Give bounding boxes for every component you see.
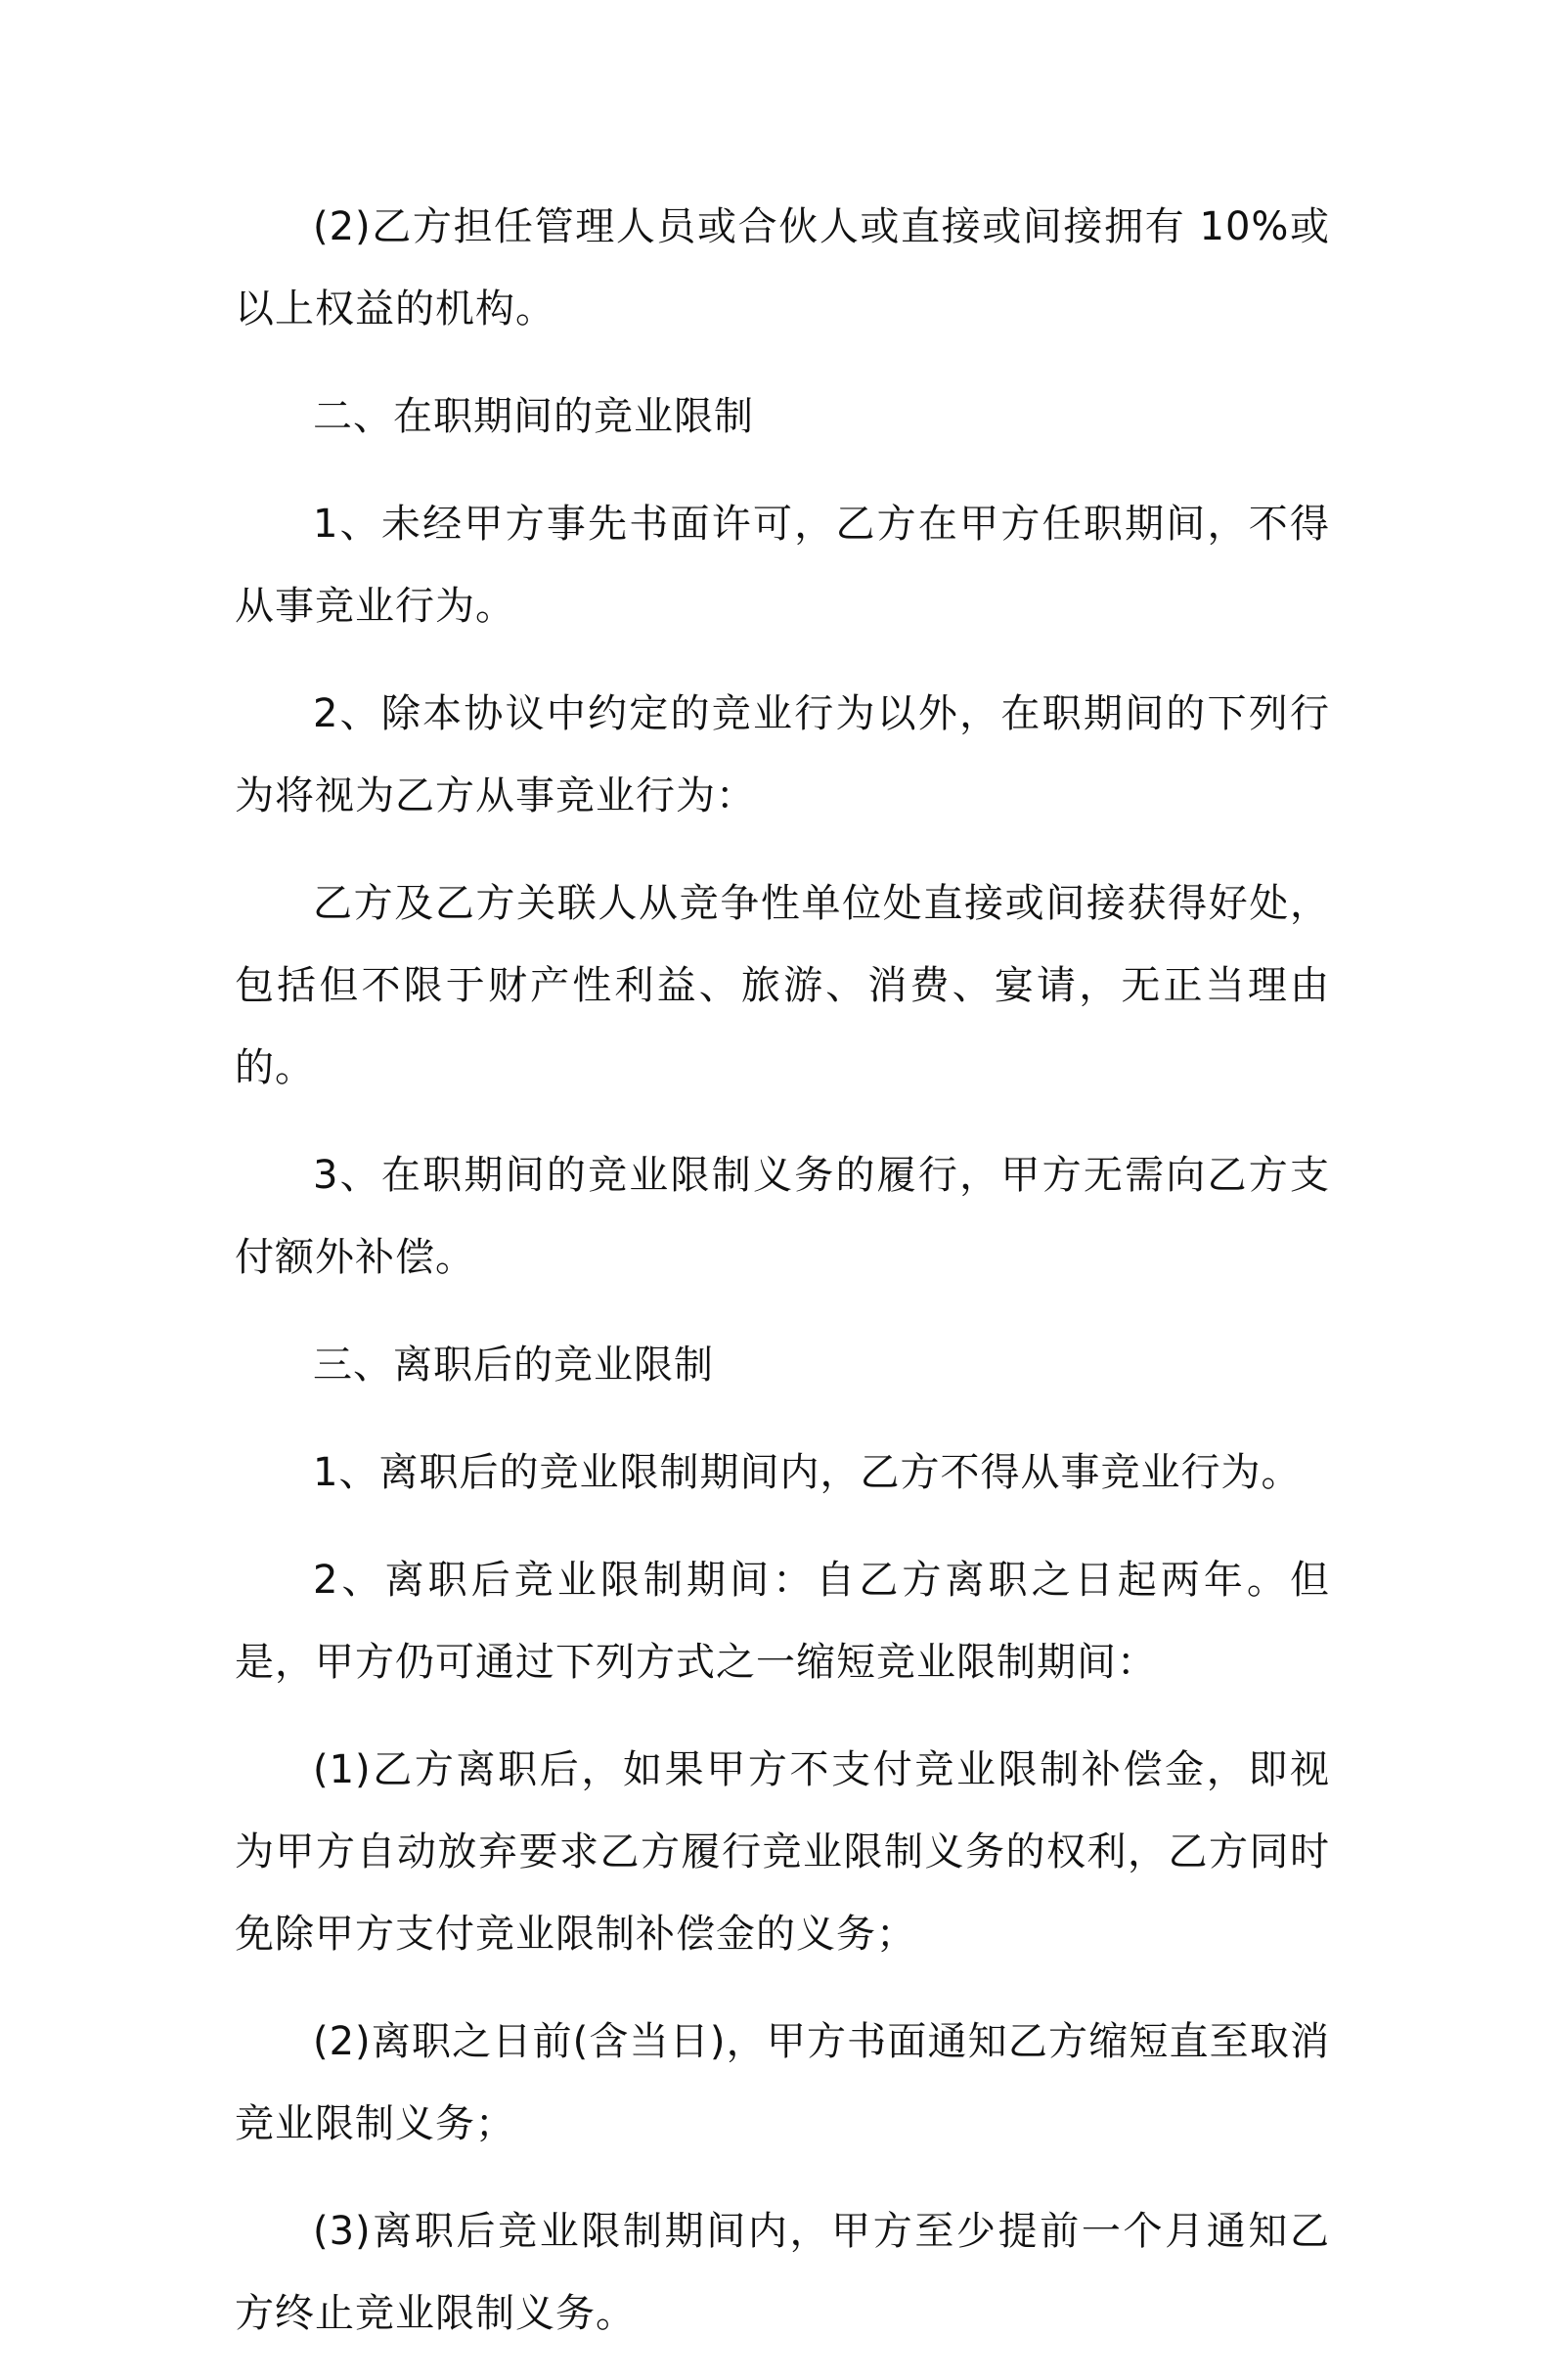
section-heading-after-resignation: 三、离职后的竞业限制 (313, 1343, 714, 1388)
paragraph-restriction-period: 2、离职后竞业限制期间：自乙方离职之日起两年。但是，甲方仍可通过下列方式之一缩短竞业限制期间： (235, 1558, 1330, 1685)
paragraph-benefits-from-competitor: 乙方及乙方关联人从竞争性单位处直接或间接获得好处，包括但不限于财产性利益、旅游、消费、宴请，无正当理由的。 (235, 881, 1330, 1090)
section-heading-during-employment: 二、在职期间的竞业限制 (313, 394, 754, 439)
paragraph-no-competition-after-resignation: 1、离职后的竞业限制期间内，乙方不得从事竞业行为。 (313, 1450, 1302, 1495)
paragraph-item-3-advance-notice: (3)离职后竞业限制期间内，甲方至少提前一个月通知乙方终止竞业限制义务。 (235, 2209, 1330, 2336)
paragraph-item-2-written-notice: (2)离职之日前(含当日)，甲方书面通知乙方缩短直至取消竞业限制义务； (235, 2019, 1330, 2146)
paragraph-no-competition-without-permission: 1、未经甲方事先书面许可，乙方在甲方任职期间，不得从事竞业行为。 (235, 502, 1330, 629)
paragraph-no-extra-compensation: 3、在职期间的竞业限制义务的履行，甲方无需向乙方支付额外补偿。 (235, 1153, 1330, 1280)
paragraph-item-1-no-compensation: (1)乙方离职后，如果甲方不支付竞业限制补偿金，即视为甲方自动放弃要求乙方履行竞业限制义务的权利，乙方同时免除甲方支付竞业限制补偿金的义务； (235, 1747, 1330, 1957)
paragraph-2-equity-institution: (2)乙方担任管理人员或合伙人或直接或间接拥有 10%或以上权益的机构。 (235, 204, 1330, 331)
paragraph-deemed-competition: 2、除本协议中约定的竞业行为以外，在职期间的下列行为将视为乙方从事竞业行为： (235, 691, 1330, 818)
document-body (235, 186, 1330, 2380)
